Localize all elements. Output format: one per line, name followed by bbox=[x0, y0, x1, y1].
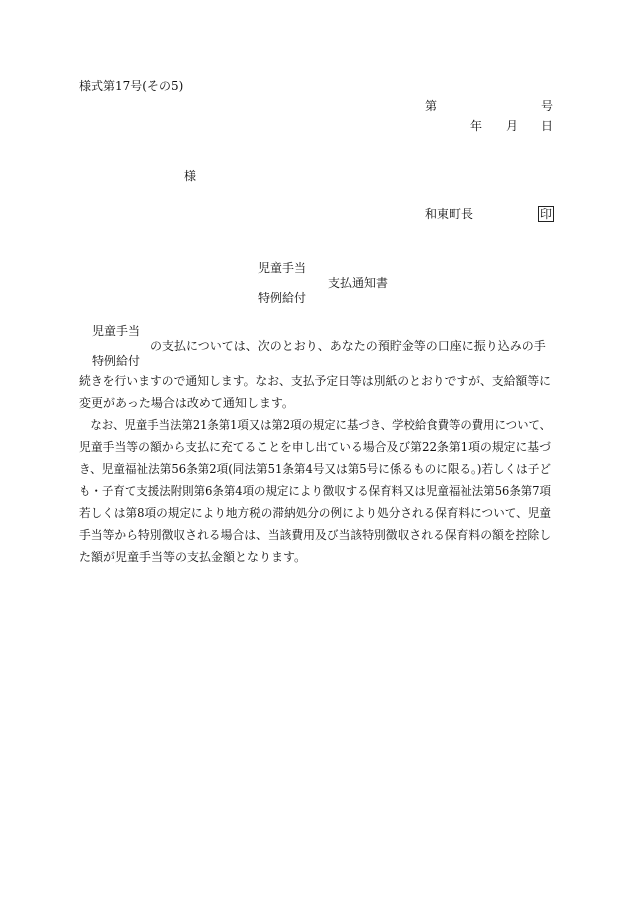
body-line: 児童手当等の額から支払に充てることを申し出ている場合及び第22条第1項の規定に基づ bbox=[79, 440, 551, 454]
title-upper: 児童手当 bbox=[258, 261, 307, 275]
sender-title: 和東町長 bbox=[425, 207, 474, 221]
document-number-suffix: 号 bbox=[541, 99, 554, 113]
intro-lower: 特例給付 bbox=[92, 354, 141, 368]
body-line: なお、児童手当法第21条第1項又は第2項の規定に基づき、学校給食費等の費用について、 bbox=[79, 418, 552, 432]
title-lower: 特例給付 bbox=[258, 291, 307, 305]
body-line: 続きを行いますので通知します。なお、支払予定日等は別紙のとおりですが、支給額等に bbox=[79, 374, 552, 388]
intro-rest: の支払については、次のとおり、あなたの預貯金等の口座に振り込みの手 bbox=[150, 339, 546, 353]
seal-stamp: 印 bbox=[540, 207, 553, 221]
date-year: 年 bbox=[470, 119, 483, 133]
body-line: も・子育て支援法附則第6条第4項の規定により徴収する保育料又は児童福祉法第56条第7項 bbox=[79, 484, 551, 498]
date-month: 月 bbox=[506, 119, 519, 133]
body-line: 手当等から特別徴収される場合は、当該費用及び当該特別徴収される保育料の額を控除し bbox=[79, 528, 551, 542]
form-number: 様式第17号(その5) bbox=[79, 79, 184, 93]
date-day: 日 bbox=[541, 119, 554, 133]
body-line: 若しくは第8項の規定により地方税の滞納処分の例により処分される保育料について、児童 bbox=[79, 506, 552, 520]
body-line: 変更があった場合は改めて通知します。 bbox=[79, 396, 294, 410]
addressee-honorific: 様 bbox=[184, 169, 197, 183]
intro-upper: 児童手当 bbox=[92, 324, 141, 338]
document-number-prefix: 第 bbox=[425, 99, 438, 113]
document-title: 支払通知書 bbox=[328, 276, 389, 290]
body-line: き、児童福祉法第56条第2項(同法第51条第4号又は第5号に係るものに限る。)若しくは子ど bbox=[79, 462, 551, 476]
body-line: た額が児童手当等の支払金額となります。 bbox=[79, 550, 307, 564]
seal-mark bbox=[538, 206, 554, 222]
